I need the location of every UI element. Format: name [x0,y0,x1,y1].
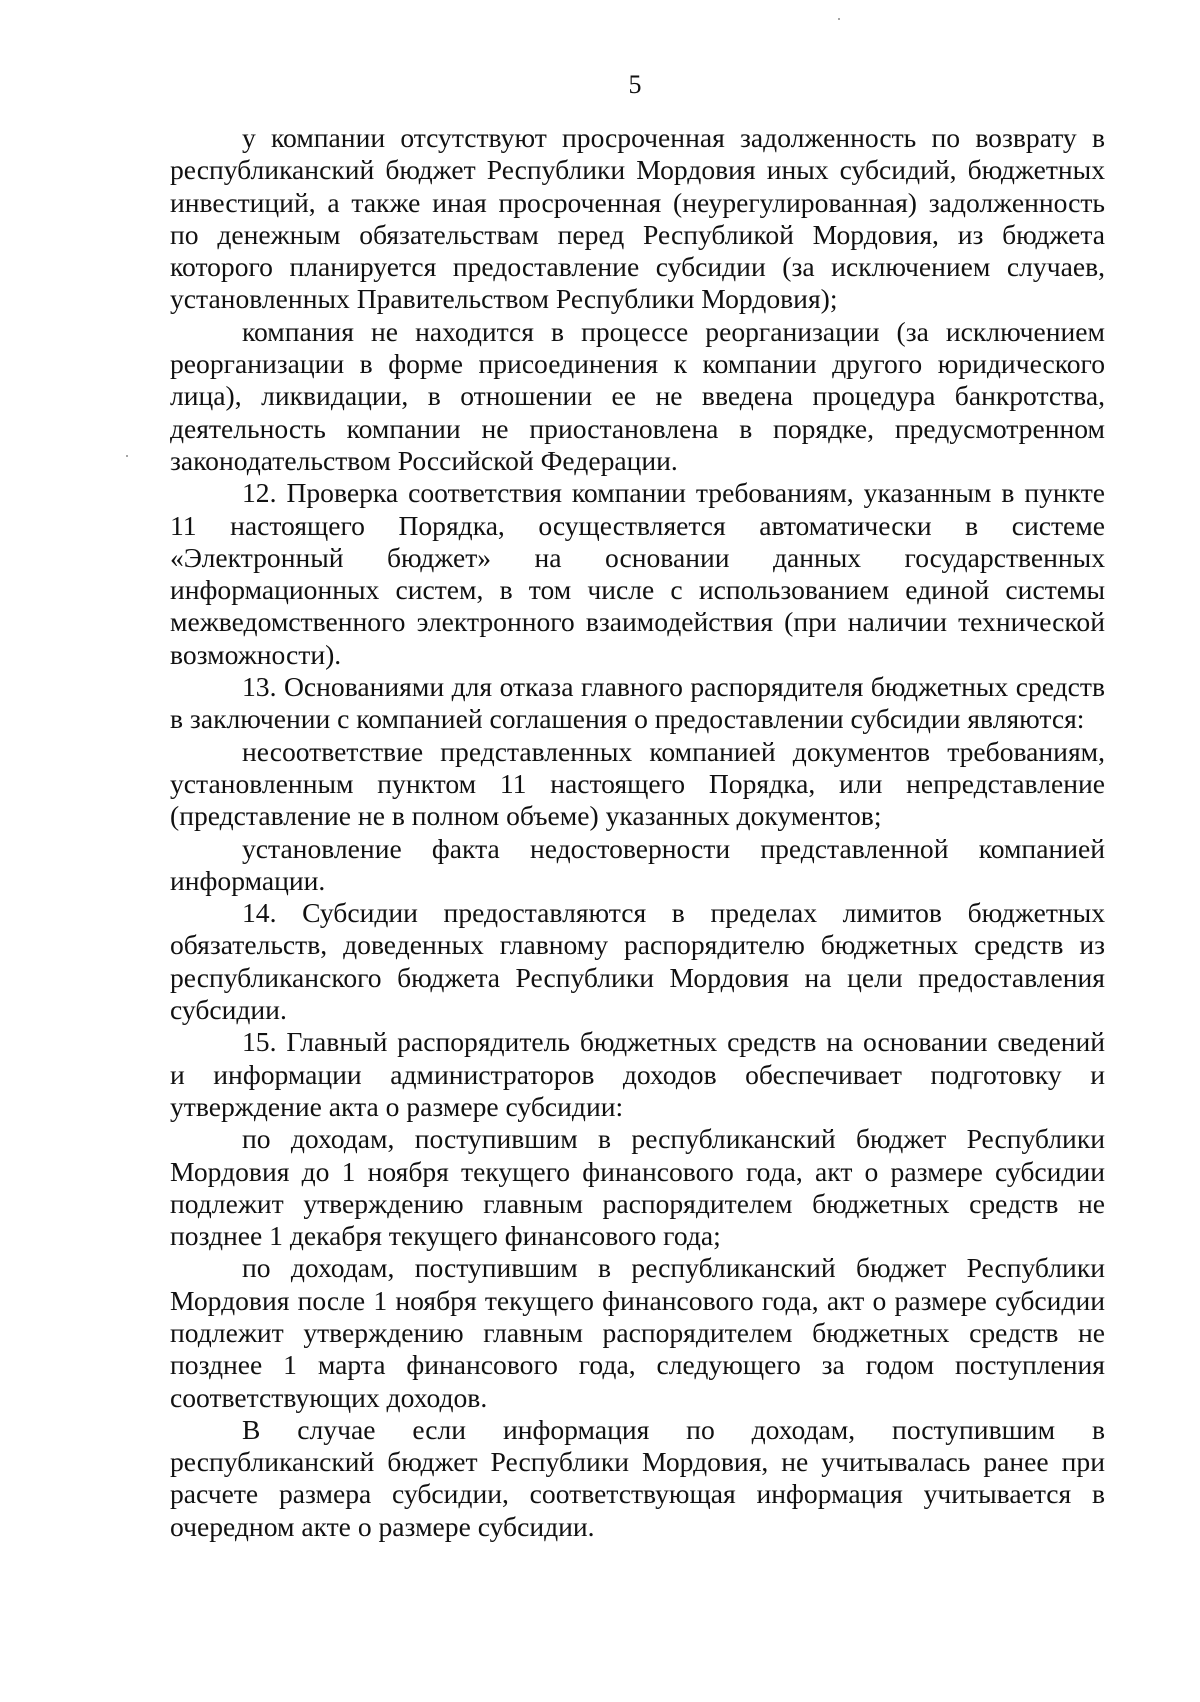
paragraph: у компании отсутствуют просроченная задолженность по возврату в республиканский бюджет Республики Мордовия иных субсидий, бюджетных инвестиций, а также иная просроченная (неурегулированная) задолженность по денежным обязательствам перед Республикой Мордовия, из бюджета которого планируется предоставление субсидии (за исключением случаев, установленных Правительством Республики Мордовия); [170,122,1105,315]
paragraph: несоответствие представленных компанией документов требованиям, установленным пунктом 11 настоящего Порядка, или непредставление (представление не в полном объеме) указанных документов; [170,735,1105,832]
page-number: 5 [628,70,642,99]
paragraph: 15. Главный распорядитель бюджетных средств на основании сведений и информации администраторов доходов обеспечивает подготовку и утверждение акта о размере субсидии: [170,1026,1105,1122]
paragraph: В случае если информация по доходам, поступившим в республиканский бюджет Республики Мордовия, не учитывалась ранее при расчете размера субсидии, соответствующая информация учитывается в очередном акте о размере субсидии. [170,1413,1105,1542]
paragraph: по доходам, поступившим в республиканский бюджет Республики Мордовия после 1 ноября текущего финансового года, акт о размере субсидии подлежит утверждению главным распорядителем бюджетных средств не позднее 1 марта финансового года, следующего за годом поступления соответствующих доходов. [170,1252,1105,1413]
paragraph: 12. Проверка соответствия компании требованиям, указанным в пункте 11 настоящего Порядка, осуществляется автоматически в системе «Электронный бюджет» на основании данных государственных информационных систем, в том числе с использованием единой системы межведомственного электронного взаимодействия (при наличии технической возможности). [170,477,1105,670]
paragraph: 13. Основаниями для отказа главного распорядителя бюджетных средств в заключении с компанией соглашения о предоставлении субсидии являются: [170,671,1105,735]
paragraph: по доходам, поступившим в республиканский бюджет Республики Мордовия до 1 ноября текущего финансового года, акт о размере субсидии подлежит утверждению главным распорядителем бюджетных средств не позднее 1 декабря текущего финансового года; [170,1123,1105,1252]
scan-speck [126,455,128,457]
scan-speck [838,18,840,20]
paragraph: компания не находится в процессе реорганизации (за исключением реорганизации в форме присоединения к компании другого юридического лица), ликвидации, в отношении ее не введена процедура банкротства, деятельность компании не приостановлена в порядке, предусмотренном законодательством Российской Федерации. [170,315,1105,476]
document-body [170,122,1105,1543]
paragraph: установление факта недостоверности представленной компанией информации. [170,832,1105,896]
paragraph: 14. Субсидии предоставляются в пределах лимитов бюджетных обязательств, доведенных главному распорядителю бюджетных средств из республиканского бюджета Республики Мордовия на цели предоставления субсидии. [170,897,1105,1026]
